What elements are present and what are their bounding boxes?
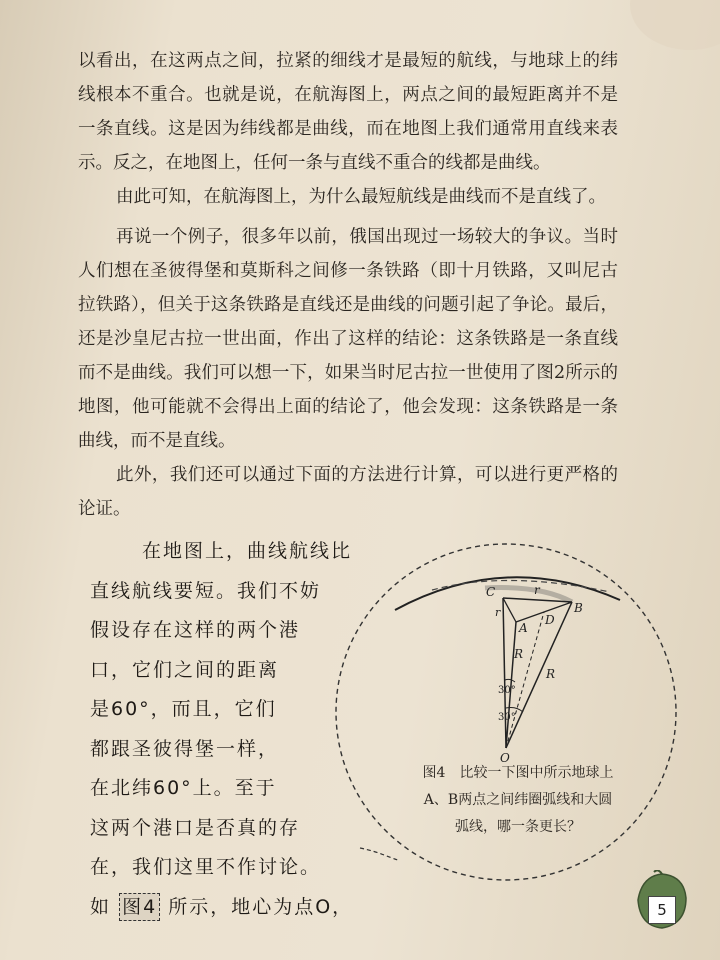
axis-line-OC (503, 598, 506, 748)
callout-arrow-tail (360, 848, 398, 860)
paragraph-conclusion: 由此可知，在航海图上，为什么最短航线是曲线而不是直线了。 (116, 187, 606, 207)
label-R-mid: R (514, 647, 524, 661)
label-B: B (574, 601, 583, 615)
paragraph-railway-example: 再说一个例子，很多年以前，俄国出现过一场较大的争议。当时人们想在圣彼得堡和莫斯科之间修一条铁路（即十月铁路，又叫尼古拉铁路），但关于这条铁路是直线还是曲线的问题引起了争论。最后，还是沙皇尼古拉一世出面，作出了这样的结论：这条铁路是一条直线而不是曲线。我们可以想一下，如果当时尼古拉一世使用了图2所示的地图，他可能就不会得出上面的结论了，他会发现：这条铁路是一条曲线，而不是直线。 (78, 227, 618, 451)
corner-decoration (630, 0, 720, 50)
label-angle-2: 30° (498, 712, 516, 723)
sidebar-line: 假设存在这样的两个港 (90, 619, 301, 641)
sidebar-line: 在地图上，曲线航线比 (142, 540, 353, 562)
sidebar-last-line (90, 888, 380, 928)
sidebar-line: 是60°，而且，它们 (90, 698, 277, 720)
caption-line: A、B两点之间纬圈弧线和大圆 (423, 792, 613, 808)
label-C: C (486, 585, 496, 599)
label-r-left: r (495, 606, 501, 619)
sidebar-line: 口，它们之间的距离 (90, 658, 280, 681)
label-angle-1: 30° (498, 685, 516, 696)
figure-4-caption (378, 760, 658, 841)
sidebar-line: 都跟圣彼得堡一样， (90, 737, 280, 760)
sidebar-line: 在北纬60°上。至于 (90, 777, 277, 799)
label-D: D (545, 613, 555, 627)
caption-line: 图4 比较一下图中所示地球上 (422, 765, 614, 781)
paragraph-shortest-route: 以看出，在这两点之间，拉紧的细线才是最短的航线，与地球上的纬线根本不重合。也就是说，在航海图上，两点之间的最短距离并不是一条直线。这是因为纬线都是曲线，而在地图上我们通常用直线来表示。反之，在地图上，任何一条与直线不重合的线都是曲线。 (78, 51, 618, 173)
label-A: A (519, 621, 528, 635)
sidebar-last-suffix: 所示，地心为点O， (168, 895, 354, 918)
sidebar-line: 这两个港口是否真的存 (90, 816, 301, 839)
sidebar-line: 直线航线要短。我们不妨 (90, 579, 322, 602)
page-number: 5 (648, 896, 676, 924)
label-R-right: R (546, 667, 556, 681)
figure-reference-tag: 图4 (119, 893, 160, 921)
sidebar-line: 在，我们这里不作讨论。 (90, 856, 322, 878)
label-O: O (500, 751, 510, 765)
caption-line: 弧线，哪一条更长？ (455, 819, 581, 835)
label-r-top: r (534, 583, 540, 597)
segment-CA (503, 598, 516, 622)
paragraph-calculation-intro: 此外，我们还可以通过下面的方法进行计算，可以进行更严格的论证。 (78, 465, 618, 519)
sidebar-last-prefix: 如 (90, 895, 112, 918)
angle-arc-1 (505, 679, 515, 682)
